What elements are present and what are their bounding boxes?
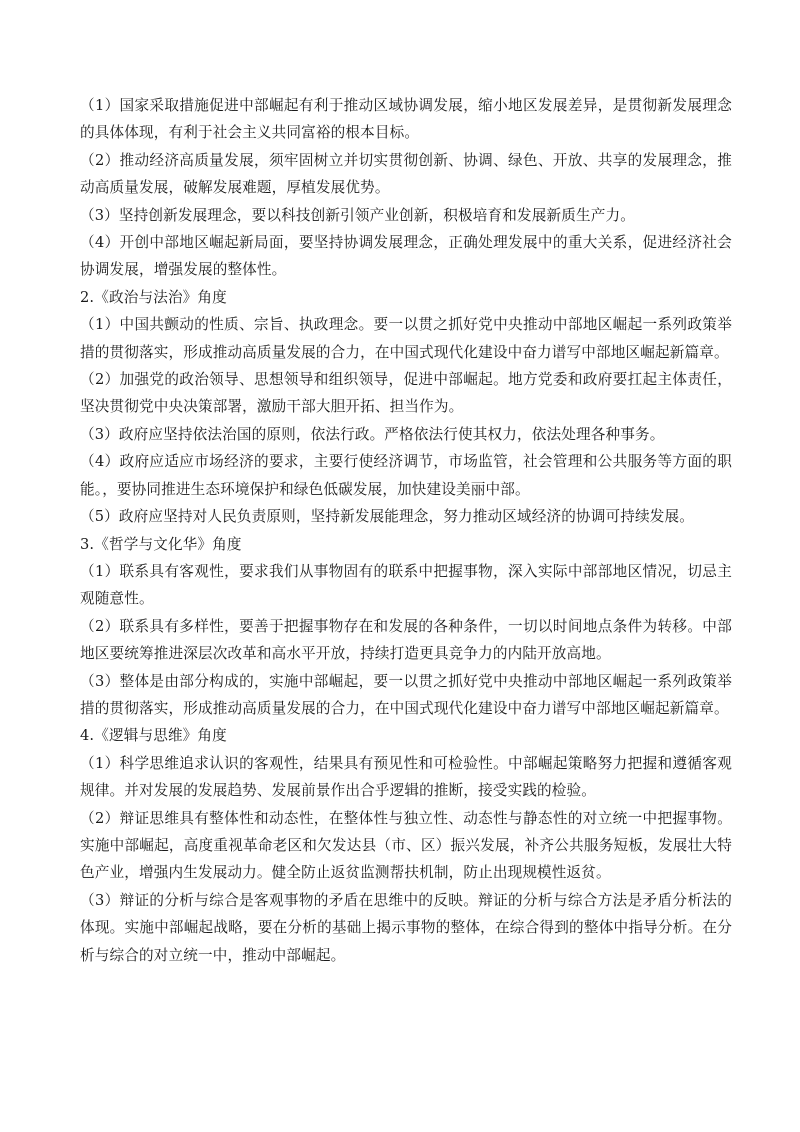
paragraph: （1）国家采取措施促进中部崛起有利于推动区域协调发展，缩小地区发展差异，是贯彻新发展理念的具体体现，有利于社会主义共同富裕的根本目标。 (80, 97, 732, 142)
section-heading: 3.《哲学与文化华》角度 (80, 535, 242, 553)
paragraph: （3）坚持创新发展理念，要以科技创新引领产业创新，积极培育和发展新质生产力。 (80, 206, 635, 224)
paragraph: （2）加强党的政治领导、思想领导和组织领导，促进中部崛起。地方党委和政府要扛起主体责任，坚决贯彻党中央决策部署，激励干部大胆开拓、担当作为。 (80, 371, 732, 416)
paragraph: （2）推动经济高质量发展，须牢固树立并切实贯彻创新、协调、绿色、开放、共享的发展理念，推动高质量发展，破解发展难题，厚植发展优势。 (80, 151, 732, 197)
paragraph: （2）辩证思维具有整体性和动态性，在整体性与独立性、动态性与静态性的对立统一中把握事物。实施中部崛起，高度重视革命老区和欠发达县（市、区）振兴发展，补齐公共服务短板，发展壮大特色产业，增强内生发展动力。健全防止返贫监测帮扶机制，防止出现规模性返贫。 (80, 809, 732, 882)
paragraph: （1）科学思维追求认识的客观性，结果具有预见性和可检验性。中部崛起策略努力把握和遵循客观规律。并对发展的发展趋势、发展前景作出合乎逻辑的推断，接受实践的检验。 (80, 754, 732, 800)
section-heading: 4.《逻辑与思维》角度 (80, 727, 227, 745)
paragraph: （1）中国共颤动的性质、宗旨、执政理念。要一以贯之抓好党中央推动中部地区崛起一系列政策举措的贯彻落实，形成推动高质量发展的合力，在中国式现代化建设中奋力谱写中部地区崛起新篇章。 (80, 316, 732, 361)
paragraph: （3）政府应坚持依法治国的原则，依法行政。严格依法行使其权力，依法处理各种事务。 (80, 425, 665, 443)
paragraph: （3）辩证的分析与综合是客观事物的矛盾在思维中的反映。辩证的分析与综合方法是矛盾分析法的体现。实施中部崛起战略，要在分析的基础上揭示事物的整体，在综合得到的整体中指导分析。在分析与综合的对立统一中，推动中部崛起。 (80, 891, 732, 964)
document-body (80, 92, 732, 969)
paragraph: （5）政府应坚持对人民负责原则，坚持新发展能理念，努力推动区域经济的协调可持续发展。 (80, 508, 694, 526)
section-heading: 2.《政治与法治》角度 (80, 288, 227, 306)
paragraph: （3）整体是由部分构成的，实施中部崛起，要一以贯之抓好党中央推动中部地区崛起一系列政策举措的贯彻落实，形成推动高质量发展的合力，在中国式现代化建设中奋力谱写中部地区崛起新篇章。 (80, 672, 732, 717)
paragraph: （1）联系具有客观性，要求我们从事物固有的联系中把握事物，深入实际中部部地区情况，切忌主观随意性。 (80, 562, 732, 608)
paragraph: （4）开创中部地区崛起新局面，要坚持协调发展理念，正确处理发展中的重大关系，促进经济社会协调发展，增强发展的整体性。 (80, 234, 732, 279)
paragraph: （2）联系具有多样性，要善于把握事物存在和发展的各种条件，一切以时间地点条件为转移。中部地区要统筹推进深层次改革和高水平开放，持续打造更具竞争力的内陆开放高地。 (80, 617, 732, 663)
paragraph: （4）政府应适应市场经济的要求，主要行使经济调节，市场监管，社会管理和公共服务等方面的职能。，要协同推进生态环境保护和绿色低碳发展，加快建设美丽中部。 (80, 453, 732, 498)
